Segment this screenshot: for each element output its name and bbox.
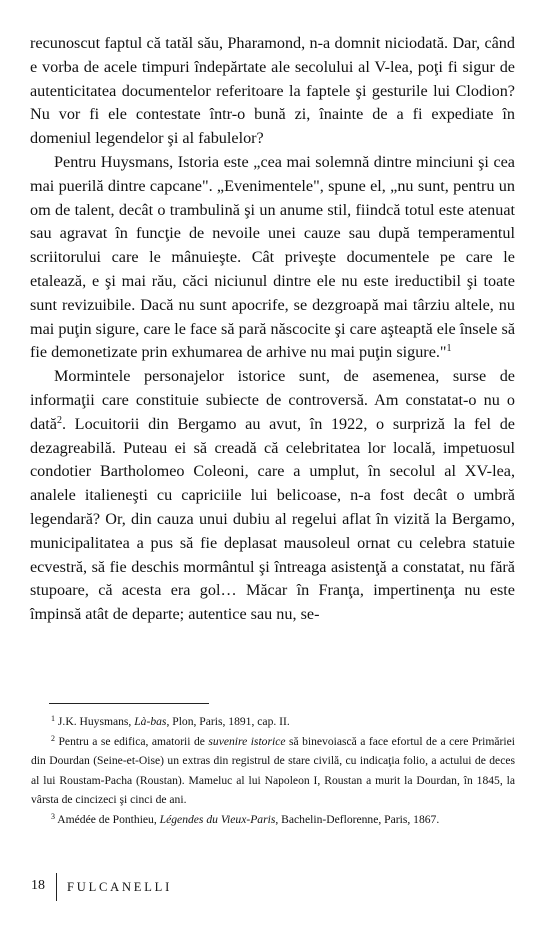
main-text <box>30 32 515 627</box>
paragraph-1: recunoscut faptul că tatăl său, Pharamond, n-a domnit niciodată. Dar, când e vorba de acele timpuri îndepărtate ale secolului al V-lea, poţi fi sigur de autenticitatea documentelor referitoare la faptele şi gesturile lui Clodion? Nu vor fi ele contestate într-o bună zi, înainte de a fi expediate în domeniul legendelor şi al fabulelor? <box>30 34 515 148</box>
footnote-2: $^2$ Pentru a se edifica, amatorii de suvenire istorice să binevoiască a face efortul de a cere Primăriei din Dourdan (Seine-et-Oise) un extras din registrul de stare civilă, cu indicaţia folio, a actului de deces al lui Roustam-Pacha (Roustan). Mameluc al lui Napoleon I, Roustan a murit la Dourdan, în 1845, la vârsta de cincizeci şi cinci de ani. <box>31 733 515 807</box>
footnote-2-title: suvenire istorice <box>208 734 286 748</box>
footnote-1-title: Là-bas <box>134 715 167 728</box>
page-number: 18 <box>31 878 45 893</box>
footnote-3: $^3$ Amédée de Ponthieu, Légendes du Vieux-Paris, Bachelin-Deflorenne, Paris, 1867. <box>51 811 440 826</box>
footer-divider <box>56 873 57 901</box>
footnote-separator <box>49 703 209 704</box>
running-author: FULCANELLI <box>67 880 173 894</box>
paragraph-2: Pentru Huysmans, Istoria este „cea mai solemnă dintre minciuni şi cea mai puerilă dintre capcane". „Evenimentele", spune el, „nu sunt, pentru un om de talent, decât o trambulină şi un anume stil, fiindcă totul este atenuat sau agravat în funcţie de nevoile unei cauze sau după temperamentul scriitorului care le mânuieşte. Cât priveşte documentele pe care le etalează, e şi mai rău, căci niciunul dintre ele nu este ireductibil şi toate sunt revizuibile. Dacă nu sunt apocrife, se dezgroapă mai târziu altele, nu mai puţin sigure, care le face să pară născocite şi care aşteaptă ele însele să fie demonetizate prin exhumarea de arhive nu mai puţin sigure."$^1$ <box>30 152 515 362</box>
footnote-ref-2: 2 <box>56 414 62 426</box>
footnote-3-title: Légendes du Vieux-Paris <box>159 812 276 826</box>
footnote-ref-1: 1 <box>446 343 452 355</box>
footnotes <box>31 712 515 830</box>
paragraph-3: Mormintele personajelor istorice sunt, de asemenea, surse de informaţii care constituie subiecte de controversă. Am constatat-o nu o dată$^2$. Locuitorii din Bergamo au avut, în 1922, o surpriză la fel de dezagreabilă. Puteau ei să creadă că celebritatea lor locală, impetuosul condotier Bartholomeo Coleoni, care a umplut, în secolul al XV-lea, analele italieneşti cu capriciile lui belicoase, n-a fost decât o umbră legendară? Or, din cauza unui dubiu al regelui aflat în vizită la Bergamo, municipalitatea a pus să fie deplasat mausoleul ornat cu celebra statuie ecvestră, să fie deschis mormântul şi întreaga asistenţă a constatat, nu fără stupoare, că acesta era gol… Măcar în Franţa, impertinenţa nu este împinsă atât de departe; autentice sau nu, se- <box>30 367 515 624</box>
footnote-1: $^1$ J.K. Huysmans, Là-bas, Plon, Paris, 1891, cap. II. <box>51 714 290 728</box>
